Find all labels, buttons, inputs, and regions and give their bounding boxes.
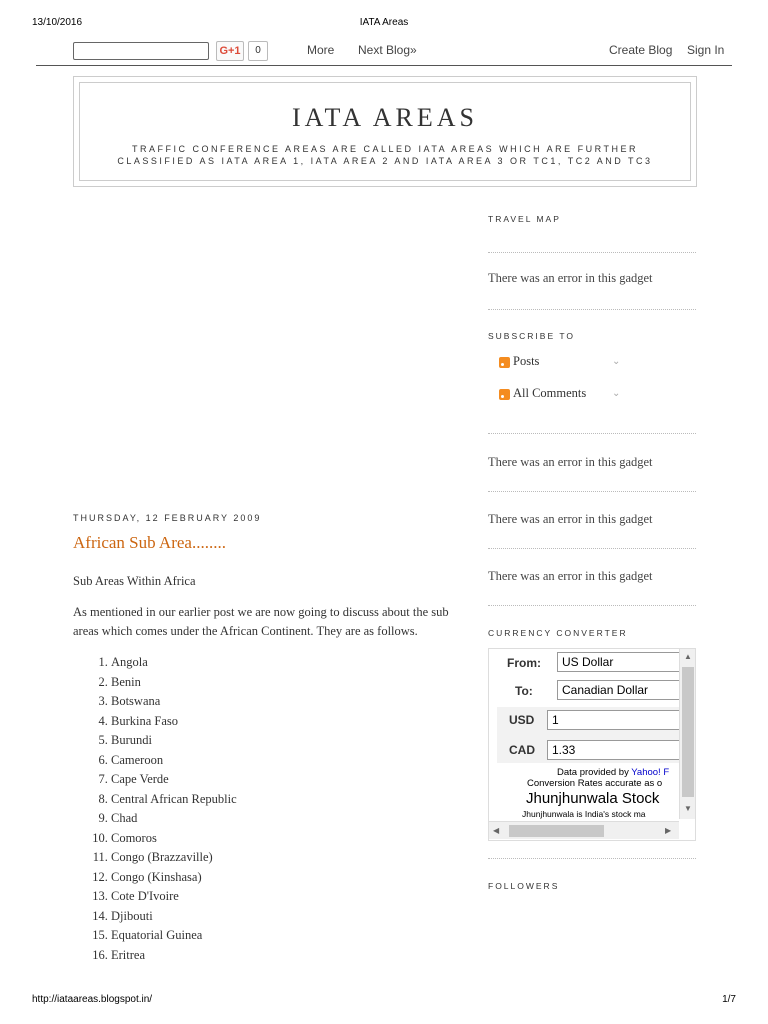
gadget-error: There was an error in this gadget xyxy=(488,455,653,469)
gplus-count: 0 xyxy=(248,41,268,61)
subscribe-title: SUBSCRIBE TO xyxy=(488,331,575,341)
ad-text: Jhunjhunwala is India's stock ma xyxy=(522,809,646,819)
followers-title: FOLLOWERS xyxy=(488,881,560,891)
yahoo-link[interactable]: Yahoo! F xyxy=(631,767,670,778)
list-item: 16. Eritrea xyxy=(111,946,463,966)
create-blog-link[interactable]: Create Blog xyxy=(609,43,673,57)
list-item: 6. Cameroon xyxy=(111,751,463,771)
list-item: 12. Congo (Kinshasa) xyxy=(111,868,463,888)
post-subtitle: Sub Areas Within Africa xyxy=(73,574,196,588)
gadget-error: There was an error in this gadget xyxy=(488,512,653,526)
search-input[interactable] xyxy=(73,42,209,60)
feed-icon xyxy=(499,389,510,400)
print-page-number: 1/7 xyxy=(722,994,736,1005)
scroll-right-icon[interactable]: ▶ xyxy=(665,826,672,835)
chevron-down-icon[interactable]: ⌄ xyxy=(612,388,621,399)
conversion-note: Conversion Rates accurate as o xyxy=(527,778,663,789)
to-label: To: xyxy=(515,684,533,698)
list-item: 11. Congo (Brazzaville) xyxy=(111,848,463,868)
subscribe-comments[interactable]: All Comments xyxy=(513,386,587,400)
travel-map-title: TRAVEL MAP xyxy=(488,214,561,224)
scroll-thumb[interactable] xyxy=(682,667,694,797)
usd-amount-input[interactable]: 1 xyxy=(547,710,681,730)
list-item: 14. Djibouti xyxy=(111,907,463,927)
divider xyxy=(488,858,696,859)
scroll-down-icon[interactable]: ▼ xyxy=(684,804,692,813)
currency-converter-title: CURRENCY CONVERTER xyxy=(488,628,628,638)
list-item: 9. Chad xyxy=(111,809,463,829)
gplus-button[interactable]: G+1 xyxy=(216,41,244,61)
divider xyxy=(488,309,696,310)
horizontal-scrollbar[interactable] xyxy=(489,821,679,839)
list-item: 8. Central African Republic xyxy=(111,790,463,810)
post-date: THURSDAY, 12 FEBRUARY 2009 xyxy=(73,513,262,523)
list-item: 3. Botswana xyxy=(111,692,463,712)
cad-amount-input[interactable]: 1.33 xyxy=(547,740,681,760)
ad-title[interactable]: Jhunjhunwala Stock xyxy=(526,790,660,807)
country-list xyxy=(73,653,463,965)
blog-header-inner xyxy=(79,82,691,181)
list-item: 15. Equatorial Guinea xyxy=(111,926,463,946)
sign-in-link[interactable]: Sign In xyxy=(687,43,725,57)
divider xyxy=(488,605,696,606)
subscribe-posts[interactable]: Posts xyxy=(513,354,540,368)
blog-header xyxy=(73,76,697,187)
usd-label: USD xyxy=(509,713,535,727)
print-title: IATA Areas xyxy=(359,17,409,28)
from-label: From: xyxy=(507,656,541,670)
provided-by-text: Data provided by Yahoo! F xyxy=(557,767,670,778)
chevron-down-icon[interactable]: ⌄ xyxy=(612,356,621,367)
divider xyxy=(488,548,696,549)
next-blog-link[interactable]: Next Blog» xyxy=(358,43,417,57)
to-currency-select[interactable]: Canadian Dollar xyxy=(557,680,681,700)
list-item: 1. Angola xyxy=(111,653,463,673)
list-item: 13. Cote D'Ivoire xyxy=(111,887,463,907)
vertical-scrollbar[interactable] xyxy=(679,649,696,819)
list-item: 4. Burkina Faso xyxy=(111,712,463,732)
divider xyxy=(488,252,696,253)
blog-title[interactable]: IATA AREAS xyxy=(292,103,478,132)
blogger-navbar xyxy=(36,36,732,66)
print-date: 13/10/2016 xyxy=(32,17,83,28)
blog-description: TRAFFIC CONFERENCE AREAS ARE CALLED IATA AREAS WHICH ARE FURTHER CLASSIFIED AS IATA AREA 1, IATA AREA 2 AND IATA AREA 3 OR TC1, TC2 AND TC3 xyxy=(117,144,653,166)
post-title[interactable]: African Sub Area........ xyxy=(73,533,226,552)
currency-converter xyxy=(488,648,696,841)
list-item: 7. Cape Verde xyxy=(111,770,463,790)
list-item: 5. Burundi xyxy=(111,731,463,751)
list-item: 2. Benin xyxy=(111,673,463,693)
divider xyxy=(488,433,696,434)
from-currency-select[interactable]: US Dollar xyxy=(557,652,681,672)
post-body xyxy=(73,572,463,965)
more-link[interactable]: More xyxy=(307,43,335,57)
scroll-thumb[interactable] xyxy=(509,825,604,837)
gadget-error: There was an error in this gadget xyxy=(488,271,653,285)
gadget-error: There was an error in this gadget xyxy=(488,569,653,583)
cad-label: CAD xyxy=(509,743,535,757)
feed-icon xyxy=(499,357,510,368)
post-intro: As mentioned in our earlier post we are now going to discuss about the sub areas which comes under the African Continent. They are as follows. xyxy=(73,605,449,638)
divider xyxy=(488,491,696,492)
print-url: http://iataareas.blogspot.in/ xyxy=(32,994,153,1005)
scroll-up-icon[interactable]: ▲ xyxy=(684,652,692,661)
scroll-left-icon[interactable]: ◀ xyxy=(493,826,500,835)
list-item: 10. Comoros xyxy=(111,829,463,849)
